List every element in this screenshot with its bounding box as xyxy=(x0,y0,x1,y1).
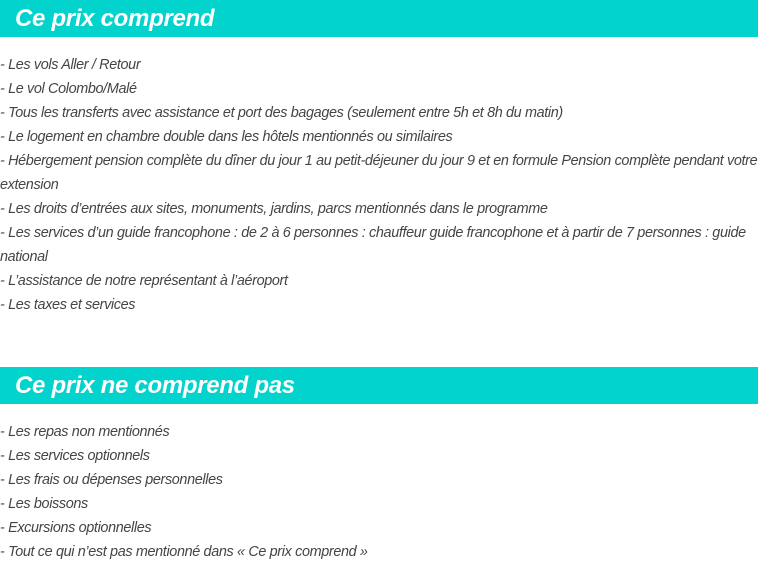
section-header-included: Ce prix comprend xyxy=(0,0,758,37)
list-item: - Les frais ou dépenses personnelles xyxy=(0,472,223,488)
list-item: - Hébergement pension complète du dîner du jour 1 au petit-déjeuner du jour 9 et en formule Pension complète pendant votre extension xyxy=(0,153,758,193)
list-item: - Le logement en chambre double dans les hôtels mentionnés ou similaires xyxy=(0,129,453,145)
list-item: - Les services d’un guide francophone : de 2 à 6 personnes : chauffeur guide francophone et à partir de 7 personnes : guide national xyxy=(0,225,746,265)
list-item: - Les taxes et services xyxy=(0,297,136,313)
list-item: - Excursions optionnelles xyxy=(0,520,152,536)
excluded-list xyxy=(0,420,758,564)
list-item: - L’assistance de notre représentant à l’aéroport xyxy=(0,273,288,289)
list-item: - Les boissons xyxy=(0,496,88,512)
list-item: - Les services optionnels xyxy=(0,448,150,464)
list-item: - Les repas non mentionnés xyxy=(0,424,170,440)
list-item: - Le vol Colombo/Malé xyxy=(0,81,137,97)
included-list xyxy=(0,53,758,317)
list-item: - Tous les transferts avec assistance et port des bagages (seulement entre 5h et 8h du matin) xyxy=(0,105,563,121)
list-item: - Les vols Aller / Retour xyxy=(0,57,141,73)
list-item: - Les droits d’entrées aux sites, monuments, jardins, parcs mentionnés dans le programme xyxy=(0,201,548,217)
list-item: - Tout ce qui n’est pas mentionné dans « Ce prix comprend » xyxy=(0,544,368,560)
section-header-excluded: Ce prix ne comprend pas xyxy=(0,367,758,404)
